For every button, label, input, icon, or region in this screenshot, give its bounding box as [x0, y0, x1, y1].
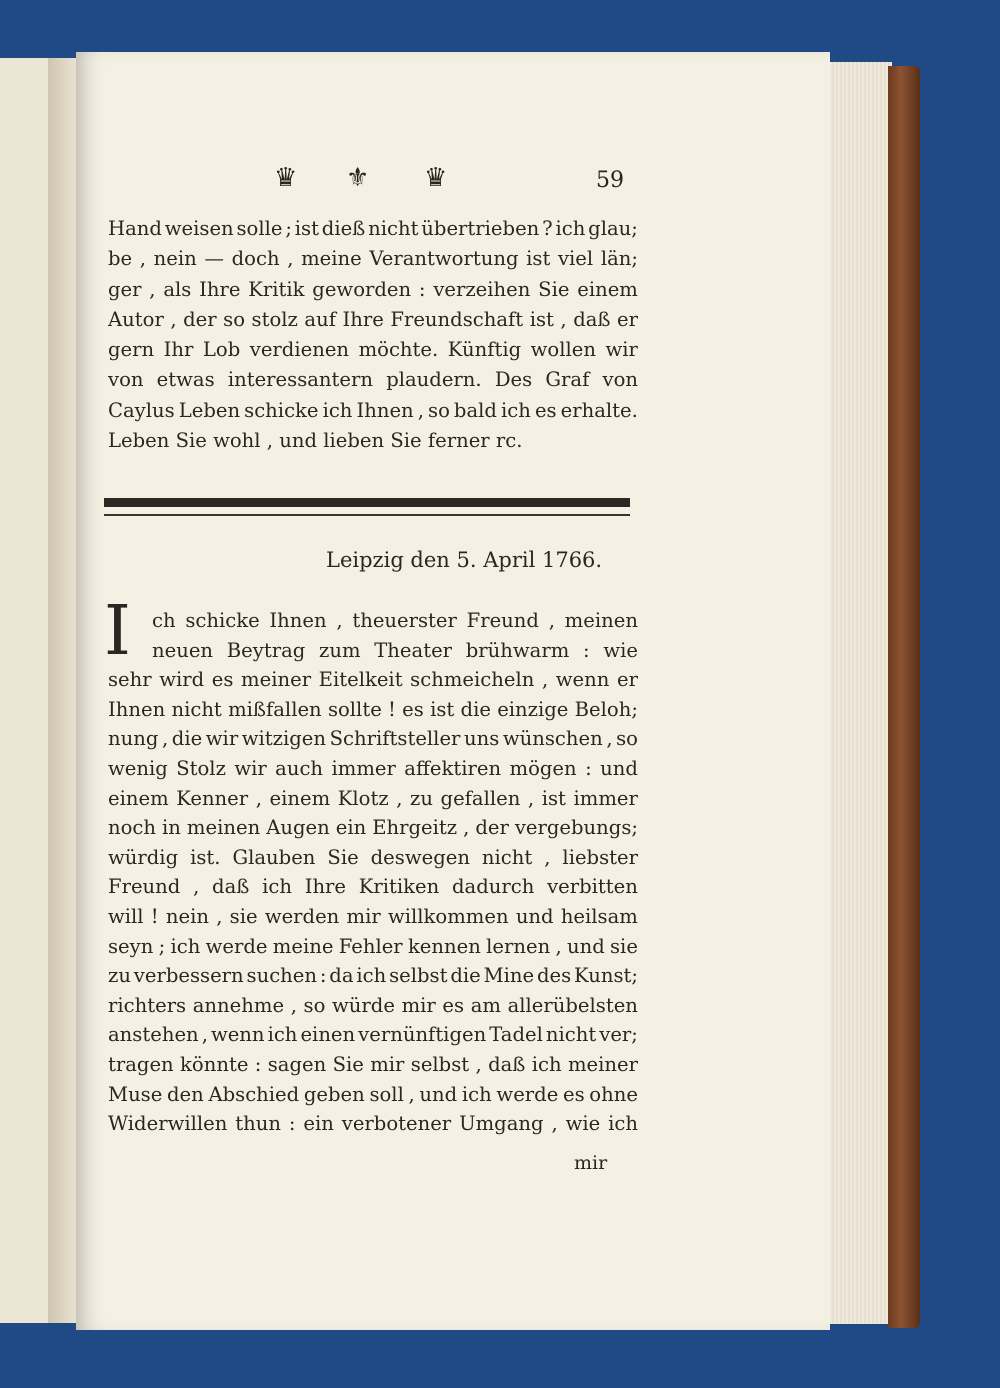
text-line: tragen könnte : sagen Sie mir selbst , daß ich meiner — [108, 1052, 638, 1076]
text-line: noch in meinen Augen ein Ehrgeitz , der vergebungs; — [108, 816, 638, 840]
text-line: von etwas interessantern plaudern. Des Graf von — [108, 368, 638, 392]
text-line: Autor , der so stolz auf Ihre Freundschaft ist , daß er — [108, 307, 638, 331]
text-line: wenig Stolz wir auch immer affektiren mögen : und — [108, 756, 638, 780]
fleuron-ornament-center: ⚜ — [346, 163, 370, 193]
text-line: Ihnen nicht mißfallen sollte ! es ist die einzige Beloh; — [108, 697, 638, 721]
paragraph-continued — [108, 214, 638, 456]
text-line: neuen Beytrag zum Theater brühwarm : wie — [152, 638, 638, 662]
text-line: ger , als Ihre Kritik geworden : verzeihen Sie einem — [108, 277, 638, 301]
text-line: seyn ; ich werde meine Fehler kennen lernen , und sie — [108, 934, 638, 958]
text-line: be , nein — doch , meine Verantwortung ist viel län; — [108, 247, 638, 271]
text-line: anstehen , wenn ich einen vernünftigen Tadel nicht ver; — [108, 1023, 638, 1047]
text-line: würdig ist. Glauben Sie deswegen nicht , liebster — [108, 845, 638, 869]
section-divider-thick — [104, 498, 630, 507]
text-line: Hand weisen solle ; ist dieß nicht übertrieben ? ich glau; — [108, 217, 638, 240]
text-line: Caylus Leben schicke ich Ihnen , so bald ich es erhalte. — [108, 398, 638, 422]
text-line: Leben Sie wohl , und lieben Sie ferner rc. — [108, 429, 523, 453]
crown-ornament-left: ♛ — [274, 163, 298, 193]
letter-body — [108, 606, 638, 1139]
text-line: Widerwillen thun : ein verbotener Umgang , wie ich — [108, 1112, 638, 1136]
page-block-edges — [826, 62, 892, 1324]
text-line: will ! nein , sie werden mir willkommen und heilsam — [108, 904, 638, 928]
text-line: sehr wird es meiner Eitelkeit schmeicheln , wenn er — [108, 668, 638, 692]
gutter-shadow — [48, 58, 78, 1323]
text-line: gern Ihr Lob verdienen möchte. Künftig wollen wir — [108, 338, 638, 362]
drop-cap: I — [104, 592, 131, 671]
catchword: mir — [574, 1152, 608, 1174]
text-line: richters annehme , so würde mir es am allerübelsten — [108, 993, 638, 1017]
letter-dateline: Leipzig den 5. April 1766. — [326, 548, 603, 572]
text-line: nung , die wir witzigen Schriftsteller uns wünschen , so — [108, 727, 638, 751]
section-divider-thin — [104, 514, 630, 516]
text-line: Muse den Abschied geben soll , und ich werde es ohne — [108, 1082, 638, 1106]
text-line: ch schicke Ihnen , theuerster Freund , meinen — [152, 609, 638, 632]
crown-ornament-right: ♛ — [424, 163, 448, 193]
text-line: einem Kenner , einem Klotz , zu gefallen , ist immer — [108, 786, 638, 810]
page-number: 59 — [596, 168, 624, 193]
leather-cover-edge — [888, 66, 920, 1328]
text-line: zu verbessern suchen : da ich selbst die Mine des Kunst; — [108, 964, 638, 988]
text-line: Freund , daß ich Ihre Kritiken dadurch verbitten — [108, 875, 638, 899]
